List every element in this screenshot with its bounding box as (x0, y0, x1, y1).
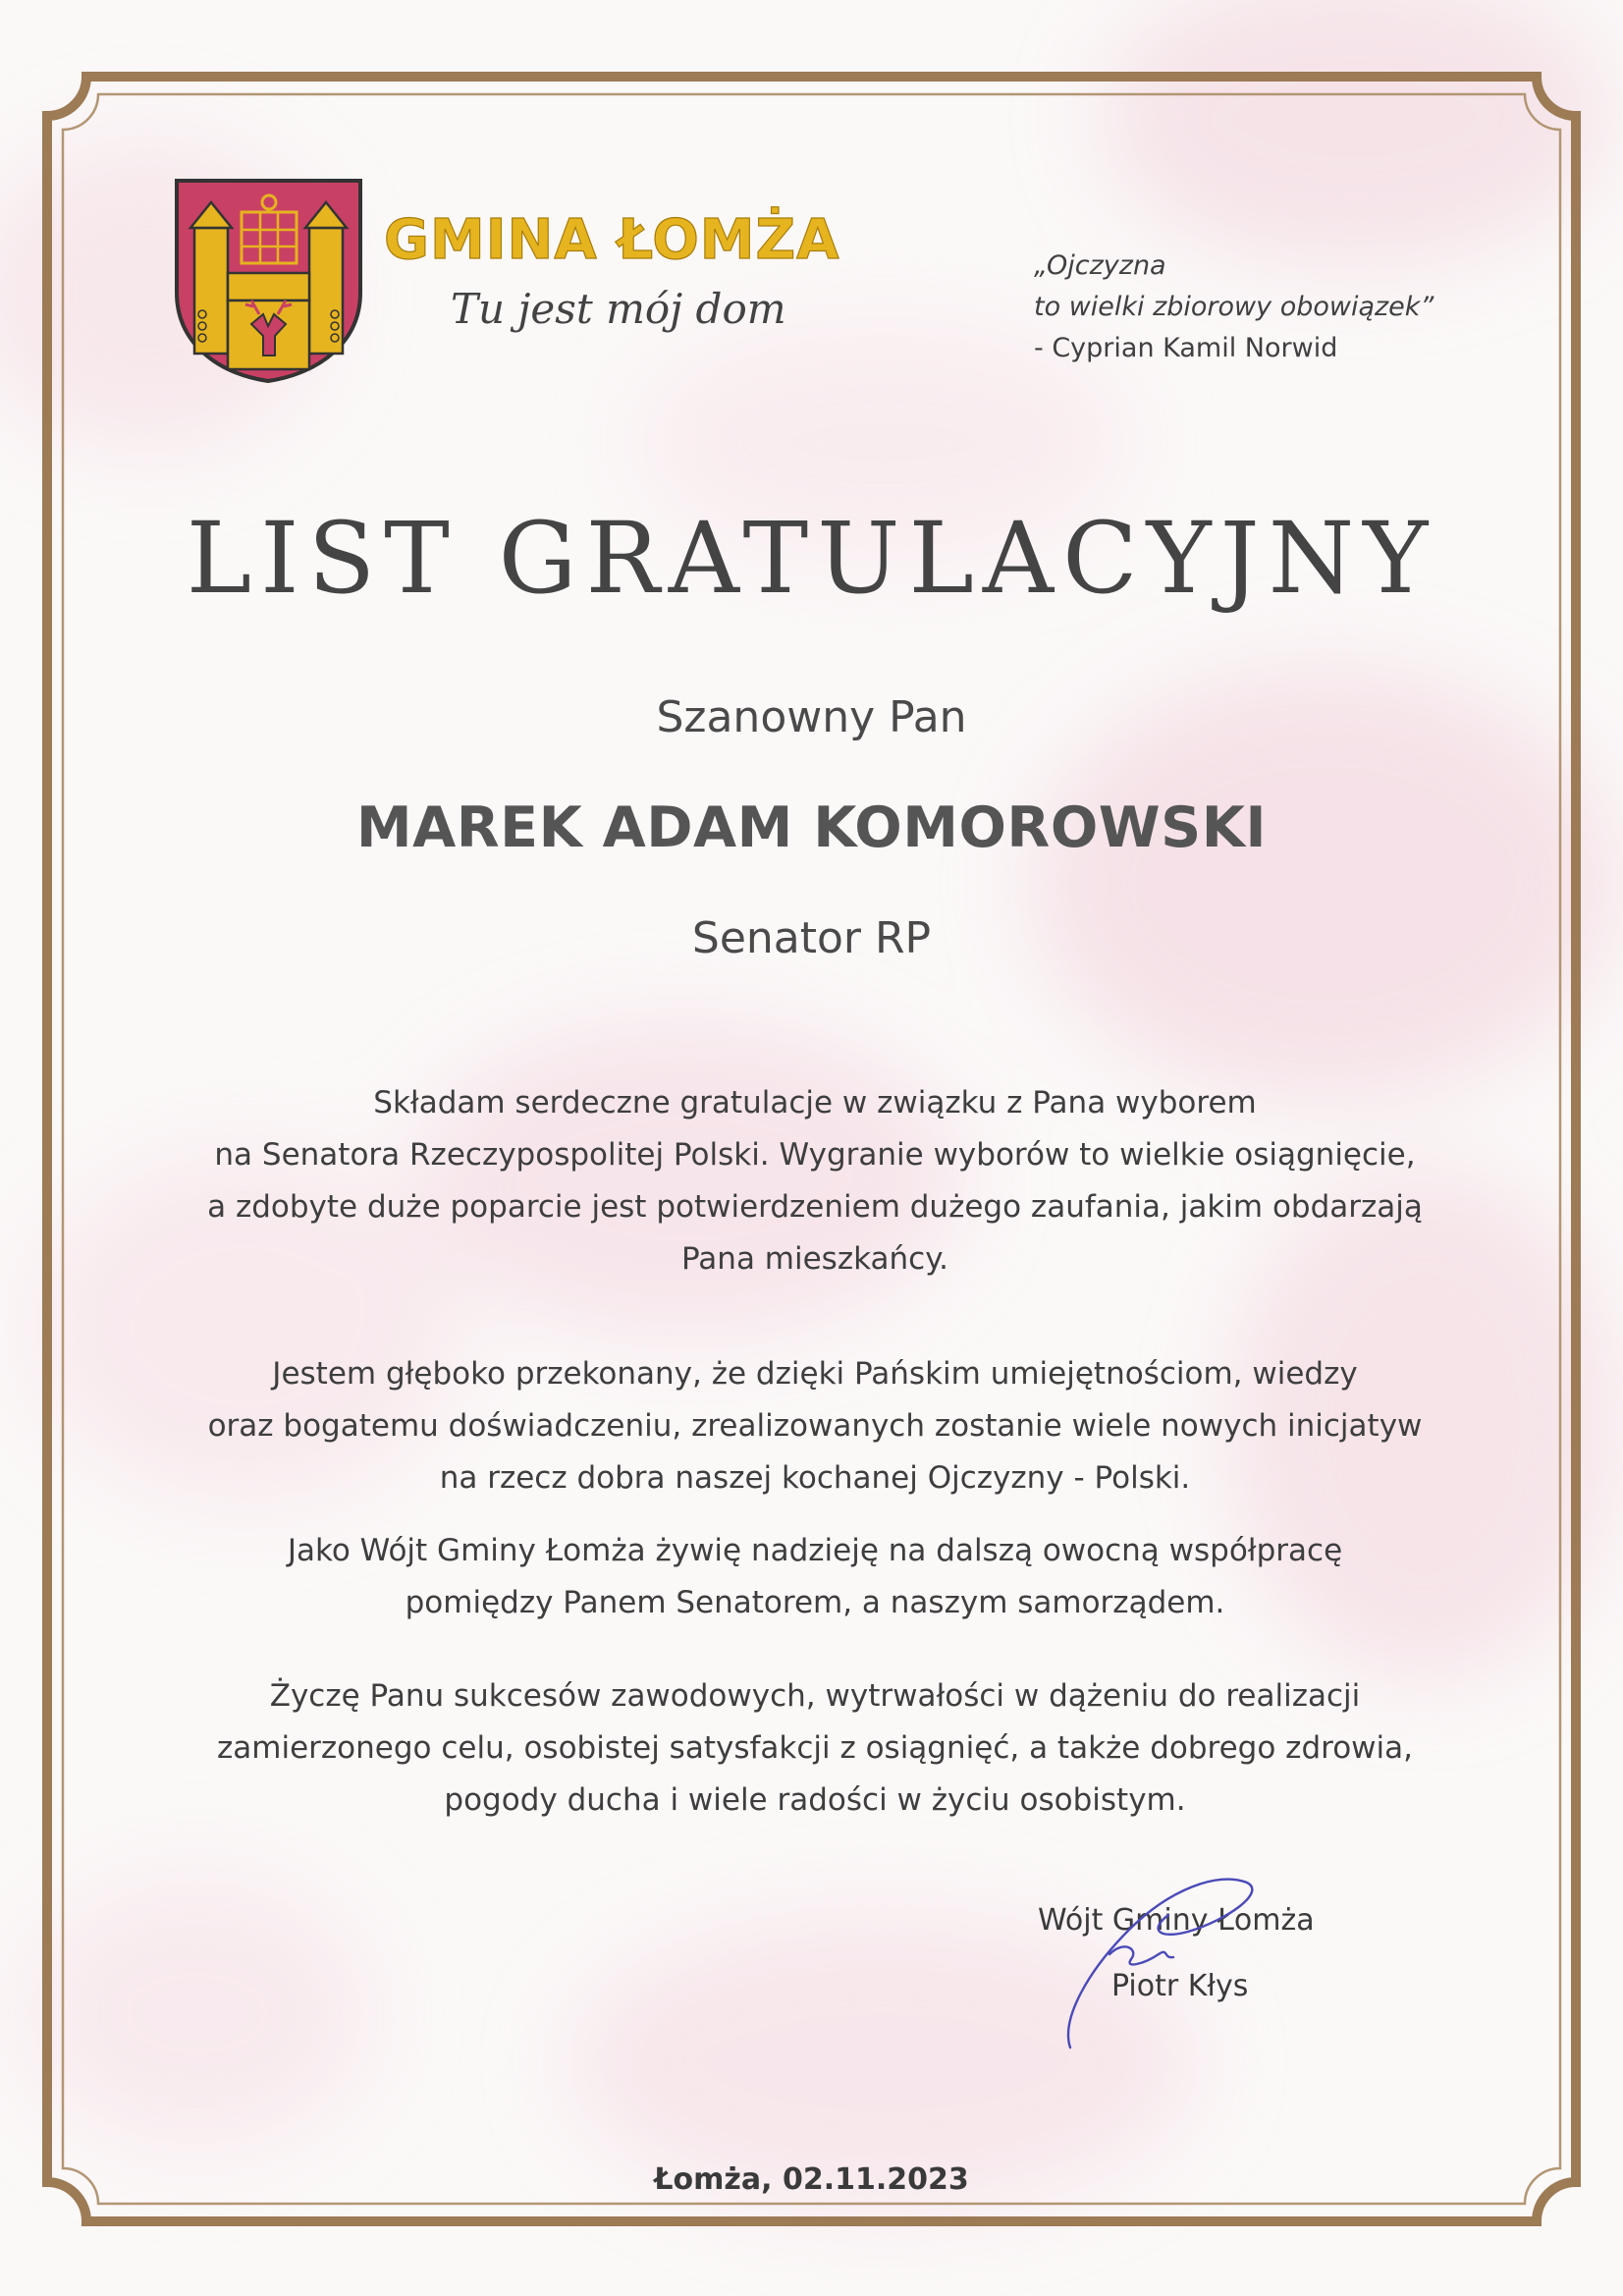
text-line: Jako Wójt Gminy Łomża żywię nadzieję na dalszą owocną współpracę (287, 1533, 1343, 1568)
text-line: Składam serdeczne gratulacje w związku z Pana wyborem (373, 1085, 1257, 1121)
text-line: pomiędzy Panem Senatorem, a naszym samorządem. (405, 1585, 1225, 1620)
text-line: pogody ducha i wiele radości w życiu osobistym. (444, 1782, 1186, 1818)
body-paragraph (128, 1077, 1502, 1285)
handwritten-signature-icon (1051, 1861, 1271, 2057)
signatory-name: Piotr Kłys (1111, 1969, 1249, 2003)
signatory-role: Wójt Gminy Łomża (1038, 1903, 1315, 1938)
text-line: oraz bogatemu doświadczeniu, zrealizowanych zostanie wiele nowych inicjatyw (207, 1408, 1423, 1444)
place-date: Łomża, 02.11.2023 (654, 2162, 969, 2197)
brand-title: GMINA ŁOMŻA (384, 208, 840, 272)
text-line: Jestem głęboko przekonany, że dzięki Pańskim umiejętnościom, wiedzy (272, 1356, 1358, 1392)
text-line: na rzecz dobra naszej kochanej Ojczyzny - Polski. (439, 1460, 1191, 1496)
text-line: Życzę Panu sukcesów zawodowych, wytrwałości w dążeniu do realizacji (269, 1678, 1361, 1714)
salutation: Szanowny Pan (656, 692, 967, 742)
recipient-name: MAREK ADAM KOMOROWSKI (355, 795, 1268, 860)
recipient-title: Senator RP (691, 913, 932, 963)
text-line: na Senatora Rzeczypospolitej Polski. Wygranie wyborów to wielkie osiągnięcie, (214, 1137, 1416, 1173)
document-title: LIST GRATULACYJNY (186, 501, 1437, 616)
text-line: a zdobyte duże poparcie jest potwierdzeniem dużego zaufania, jakim obdarzają (207, 1189, 1423, 1225)
text-line: zamierzonego celu, osobistej satysfakcji z osiągnięć, a także dobrego zdrowia, (217, 1730, 1413, 1766)
body-paragraph (128, 1670, 1502, 1827)
text-line: Pana mieszkańcy. (681, 1241, 948, 1277)
body-paragraph (128, 1348, 1502, 1504)
quote-line: to wielki zbiorowy obowiązek” (1034, 292, 1434, 322)
body-paragraph (128, 1525, 1502, 1629)
quote-line: „Ojczyzna (1034, 250, 1166, 281)
brand-tagline: Tu jest mój dom (451, 285, 786, 333)
quote-block (1034, 246, 1434, 369)
coat-of-arms-icon (173, 177, 364, 385)
quote-author: - Cyprian Kamil Norwid (1034, 333, 1338, 363)
